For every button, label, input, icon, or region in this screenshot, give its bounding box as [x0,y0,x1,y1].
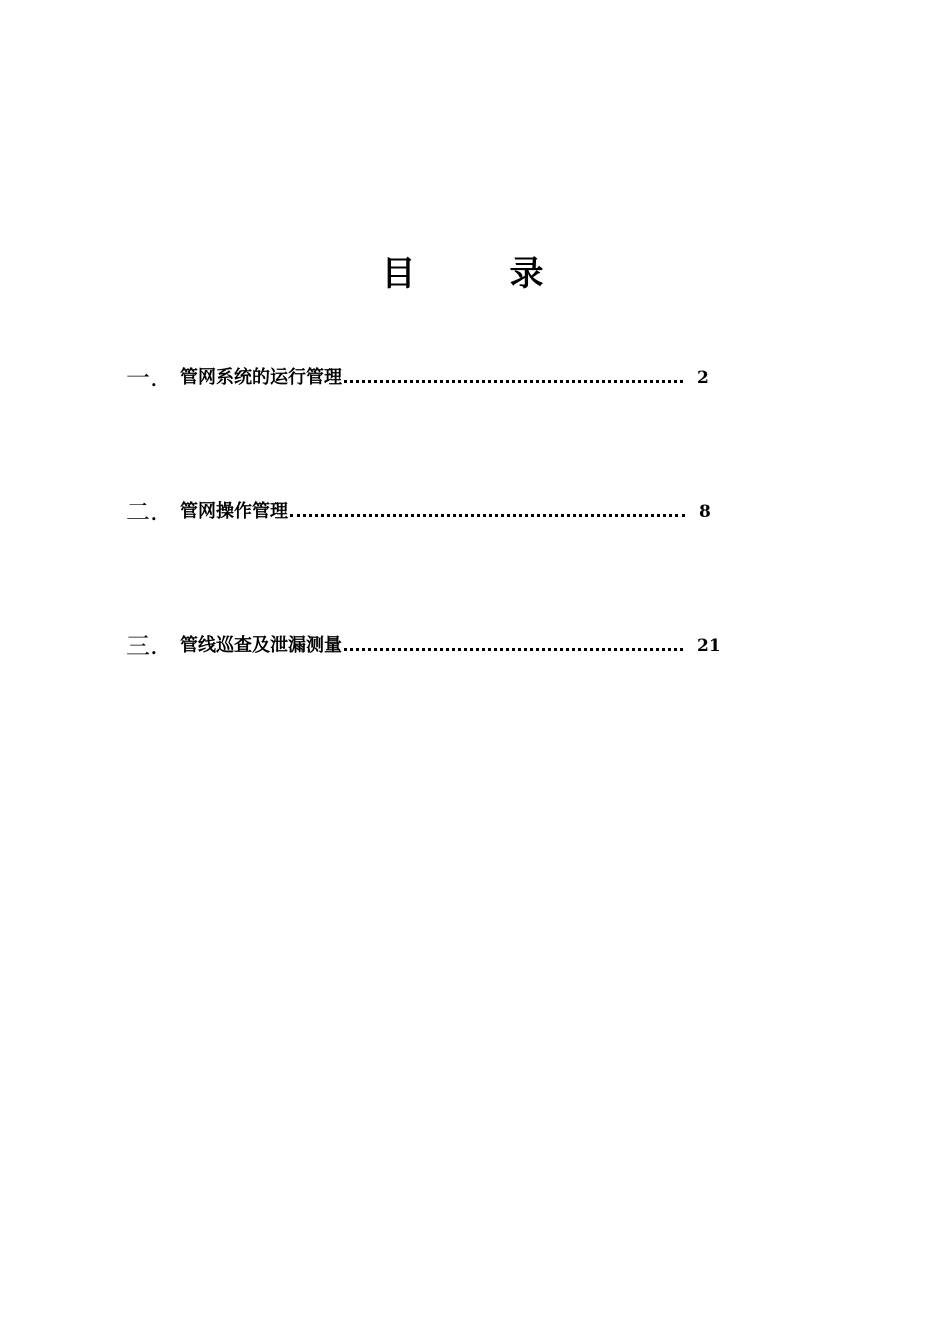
toc-page-number: 8 [699,502,711,522]
toc-entry-1[interactable] [126,363,709,393]
toc-entry-number: 二. [126,498,158,526]
toc-dot-leader [342,363,685,393]
toc-entry-number: 三. [126,632,158,660]
toc-entry-text: 管网系统的运行管理 [180,367,342,388]
toc-entry-text: 管网操作管理 [180,501,288,522]
toc-page-number: 2 [697,368,709,388]
toc-entry-3[interactable] [126,631,721,661]
toc-entry-text: 管线巡查及泄漏测量 [180,635,342,656]
toc-title: 目 录 [381,254,574,294]
toc-page-number: 21 [697,636,721,656]
toc-entry-number: 一. [126,364,158,392]
toc-dot-leader [288,497,687,527]
toc-dot-leader [342,631,685,661]
toc-entry-2[interactable] [126,497,711,527]
